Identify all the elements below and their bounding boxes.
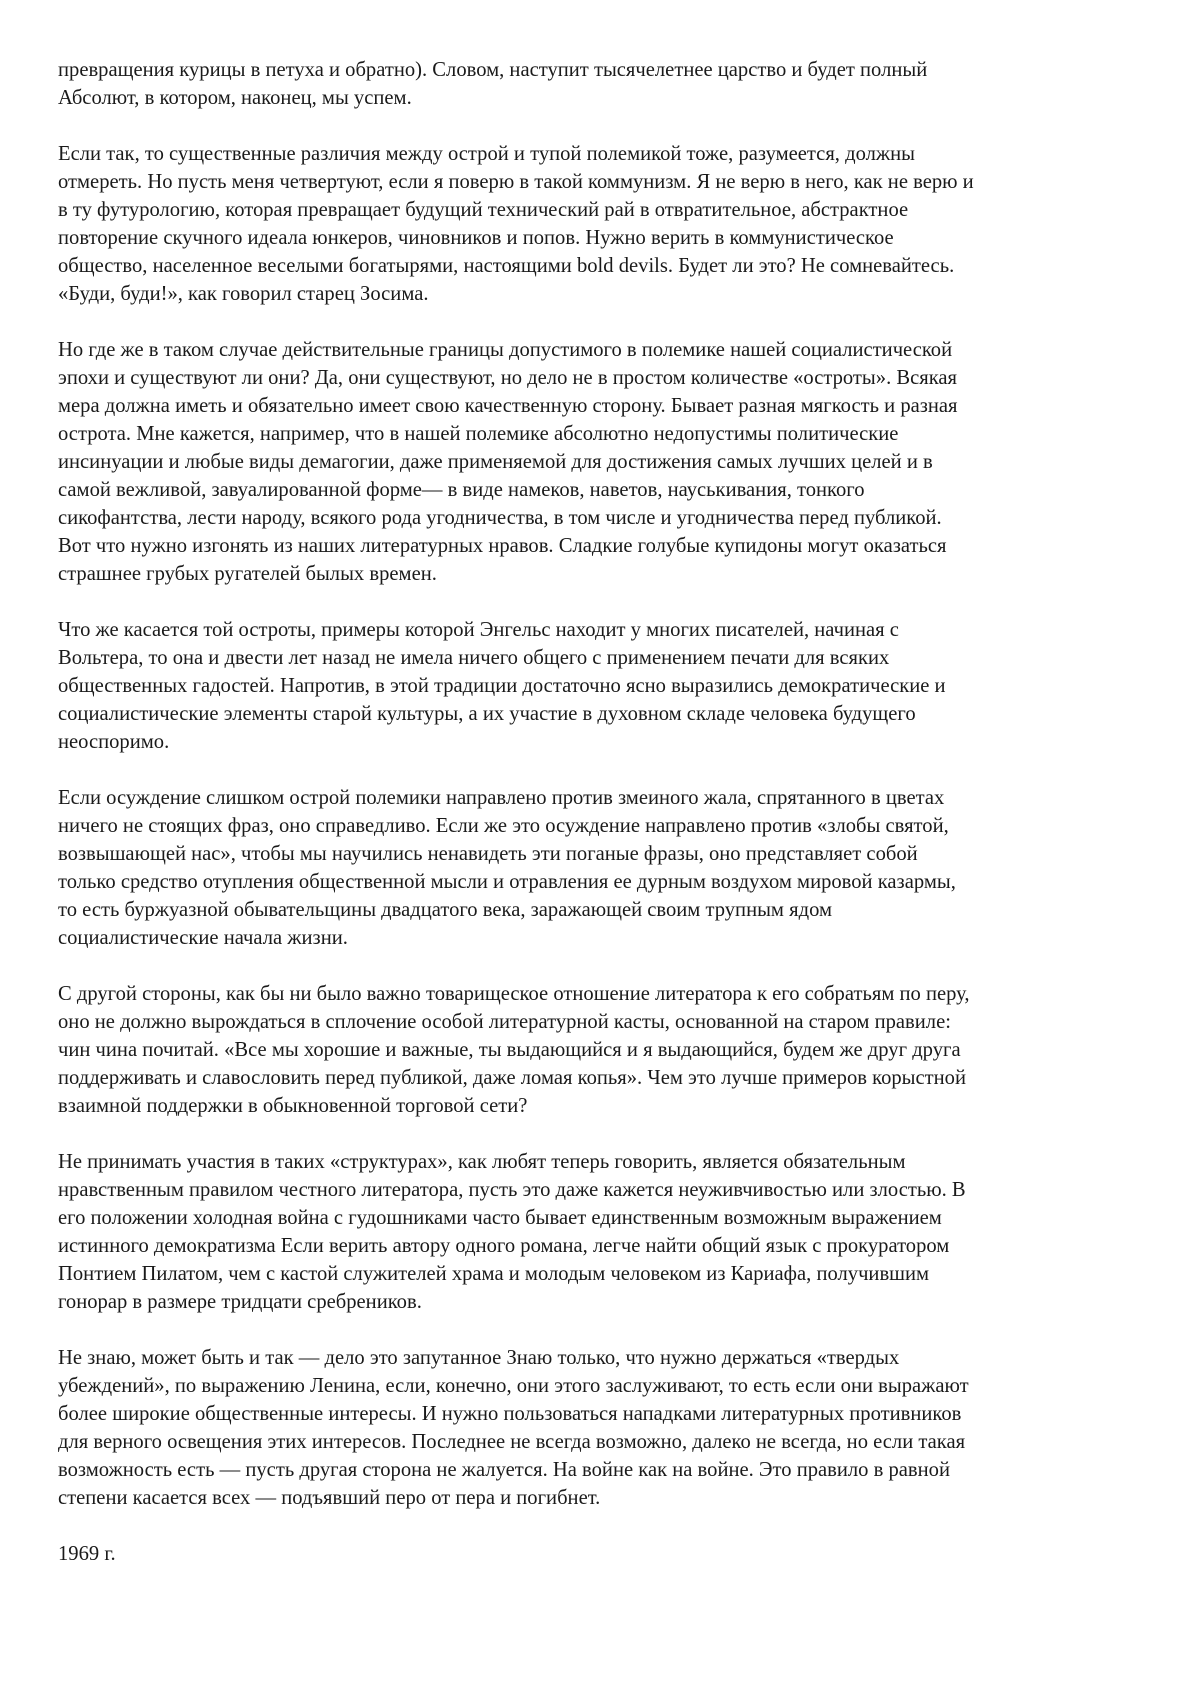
paragraph: Что же касается той остроты, примеры которой Энгельс находит у многих писателей, начиная с Вольтера, то она и двести лет назад не имела ничего общего с применением печати для всяких общественных гадостей. Напротив, в этой традиции достаточно ясно выразились демократические и социалистические элементы старой культуры, а их участие в духовном складе человека будущего неоспоримо.	[58, 619, 946, 753]
document-page	[58, 56, 1148, 1568]
paragraph: превращения курицы в петуха и обратно). Словом, наступит тысячелетнее царство и будет полный Абсолют, в котором, наконец, мы успем.	[58, 59, 928, 109]
paragraph: Если так, то существенные различия между острой и тупой полемикой тоже, разумеется, должны отмереть. Но пусть меня четвертуют, если я поверю в такой коммунизм. Я не верю в него, как не верю и в ту футурологию, которая превращает будущий технический рай в отвратительное, абстрактное повторение скучного идеала юнкеров, чиновников и попов. Нужно верить в коммунистическое общество, населенное веселыми богатырями, настоящими bold devils. Будет ли это? Не сомневайтесь. «Буди, буди!», как говорил старец Зосима.	[58, 143, 974, 305]
paragraph: Если осуждение слишком острой полемики направлено против змеиного жала, спрятанного в цветах ничего не стоящих фраз, оно справедливо. Если же это осуждение направлено против «злобы святой, возвышающей нас», чтобы мы научились ненавидеть эти поганые фразы, оно представляет собой только средство отупления общественной мысли и отравления ее дурным воздухом мировой казармы, то есть буржуазной обывательщины двадцатого века, заражающей своим трупным ядом социалистические начала жизни.	[58, 787, 956, 949]
paragraph: Не знаю, может быть и так — дело это запутанное Знаю только, что нужно держаться «твердых убеждений», по выражению Ленина, если, конечно, они этого заслуживают, то есть если они выражают более широкие общественные интересы. И нужно пользоваться нападками литературных противников для верного освещения этих интересов. Последнее не всегда возможно, далеко не всегда, но если такая возможность есть — пусть другая сторона не жалуется. На войне как на войне. Это правило в равной степени касается всех — подъявший перо от пера и погибнет.	[58, 1347, 969, 1509]
paragraph: Не принимать участия в таких «структурах», как любят теперь говорить, является обязательным нравственным правилом честного литератора, пусть это даже кажется неуживчивостью или злостью. В его положении холодная война с гудошниками часто бывает единственным возможным выражением истинного демократизма Если верить автору одного романа, легче найти общий язык с прокуратором Понтием Пилатом, чем с кастой служителей храма и молодым человеком из Кариафа, получившим гонорар в размере тридцати сребреников.	[58, 1151, 966, 1313]
paragraph: С другой стороны, как бы ни было важно товарищеское отношение литератора к его собратьям по перу, оно не должно вырождаться в сплочение особой литературной касты, основанной на старом правиле: чин чина почитай. «Все мы хорошие и важные, ты выдающийся и я выдающийся, будем же друг друга поддерживать и славословить перед публикой, даже ломая копья». Чем это лучше примеров корыстной взаимной поддержки в обыкновенной торговой сети?	[58, 983, 970, 1117]
document-date: 1969 г.	[58, 1543, 116, 1565]
paragraph: Но где же в таком случае действительные границы допустимого в полемике нашей социалистической эпохи и существуют ли они? Да, они существуют, но дело не в простом количестве «остроты». Всякая мера должна иметь и обязательно имеет свою качественную сторону. Бывает разная мягкость и разная острота. Мне кажется, например, что в нашей полемике абсолютно недопустимы политические инсинуации и любые виды демагогии, даже применяемой для достижения самых лучших целей и в самой вежливой, завуалированной форме— в виде намеков, наветов, науськивания, тонкого сикофантства, лести народу, всякого рода угодничества, в том числе и угодничества перед публикой. Вот что нужно изгонять из наших литературных нравов. Сладкие голубые купидоны могут оказаться страшнее грубых ругателей былых времен.	[58, 339, 958, 585]
